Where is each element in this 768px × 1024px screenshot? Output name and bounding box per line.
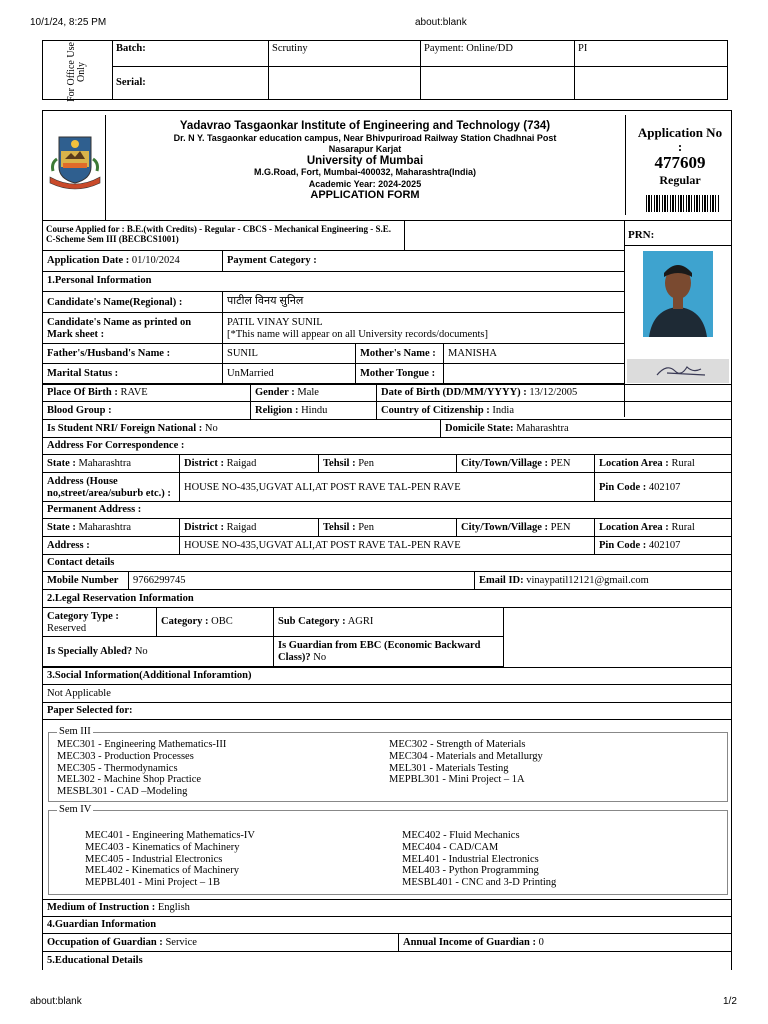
- paper-item: MEL402 - Kinematics of Machinery: [85, 865, 239, 877]
- guardian-income: 0: [538, 937, 544, 948]
- pi-label: PI: [574, 40, 728, 67]
- father-name: SUNIL: [223, 344, 356, 363]
- sem3-label: Sem III: [59, 726, 91, 737]
- application-date: 01/10/2024: [131, 255, 180, 266]
- application-no: 477609: [654, 153, 706, 172]
- prn-label: PRN:: [628, 229, 655, 241]
- batch-label: Batch:: [112, 40, 269, 67]
- paper-item: MEC403 - Kinematics of Machinery: [85, 841, 240, 853]
- mother-name-label: Mother's Name :: [356, 344, 444, 363]
- contact-title: Contact details: [42, 555, 732, 572]
- paper-item: MEC401 - Engineering Mathematics-IV: [85, 830, 255, 841]
- name-marksheet: PATIL VINAY SUNIL: [227, 317, 323, 328]
- birthplace-label: Place Of Birth :: [47, 387, 118, 398]
- birthplace: RAVE: [120, 387, 148, 398]
- permanent-title: Permanent Address :: [42, 502, 732, 519]
- paper-item: MESBL401 - CNC and 3-D Printing: [402, 877, 557, 889]
- name-regional-label: Candidate's Name(Regional) :: [43, 292, 223, 312]
- category-type: Reserved: [47, 623, 87, 635]
- barcode: [646, 195, 720, 212]
- sem3-right-list: [389, 739, 543, 786]
- paper-item: MEC302 - Strength of Materials: [389, 739, 526, 750]
- email-address: vinaypatil12121@gmail.com: [526, 575, 649, 586]
- corr-pin: 402107: [648, 482, 681, 493]
- medium-value: English: [157, 902, 190, 913]
- mobile-label: Mobile Number: [43, 572, 129, 589]
- paper-item: MEC402 - Fluid Mechanics: [402, 830, 520, 841]
- candidate-photo: [643, 251, 713, 337]
- mother-name: MANISHA: [448, 348, 498, 359]
- education-title: 5.Educational Details: [42, 952, 732, 970]
- perm-state: Maharashtra: [78, 522, 131, 533]
- perm-pin: 402107: [648, 540, 681, 551]
- mother-tongue-label: Mother Tongue :: [356, 364, 444, 383]
- paper-item: MEL301 - Materials Testing: [389, 762, 509, 774]
- payment-mode-label: Payment: Online/DD: [420, 40, 575, 67]
- perm-tehsil: Pen: [358, 522, 374, 533]
- papers-title: Paper Selected for:: [42, 703, 732, 720]
- marital-status: UnMarried: [223, 364, 356, 383]
- personal-info-title: 1.Personal Information: [42, 272, 625, 292]
- corr-address: HOUSE NO-435,UGVAT ALI,AT POST RAVE TAL-PEN RAVE: [180, 473, 595, 501]
- perm-district: Raigad: [226, 522, 257, 533]
- paper-item: MEL403 - Python Programming: [402, 865, 539, 877]
- specially-abled: No: [134, 646, 148, 657]
- dob-label: Date of Birth (DD/MM/YYYY) :: [381, 387, 527, 398]
- name-marksheet-label: Candidate's Name as printed on Mark sheet :: [43, 313, 223, 343]
- corr-location-area: Rural: [671, 458, 695, 469]
- paper-item: MEC303 - Production Processes: [57, 750, 194, 762]
- nri-label: Is Student NRI/ Foreign National :: [47, 423, 203, 434]
- paper-item: MEC405 - Industrial Electronics: [85, 853, 223, 865]
- medium-label: Medium of Instruction :: [47, 902, 156, 913]
- sem4-right-list: [402, 830, 556, 889]
- paper-item: MEL401 - Industrial Electronics: [402, 853, 539, 865]
- course-value: B.E.(with Credits) - Regular - CBCS - Mechanical Engineering - S.E. C-Scheme Sem III (BECBCS1001): [46, 224, 392, 244]
- paper-item: MEPBL401 - Mini Project – 1B: [85, 877, 221, 889]
- candidate-signature: [627, 359, 729, 383]
- ebc-status: No: [313, 652, 327, 664]
- application-type: Regular: [659, 173, 701, 187]
- father-name-label: Father's/Husband's Name :: [43, 344, 223, 363]
- sem3-papers-group: [48, 726, 728, 802]
- gender: Male: [297, 387, 319, 398]
- domicile-label: Domicile State:: [445, 423, 514, 434]
- sem4-papers-group: [48, 804, 728, 895]
- social-value: Not Applicable: [42, 685, 732, 703]
- perm-address-label: Address :: [43, 537, 180, 554]
- academic-year: Academic Year: 2024-2025: [308, 178, 422, 189]
- paper-item: MEC305 - Thermodynamics: [57, 762, 178, 774]
- mobile-number: 9766299745: [129, 572, 475, 589]
- paper-item: MEC304 - Materials and Metallurgy: [389, 750, 543, 762]
- print-footer-url: about:blank: [30, 996, 82, 1007]
- paper-item: MESBL301 - CAD –Modeling: [57, 786, 188, 798]
- nri: No: [204, 423, 218, 434]
- serial-label: Serial:: [112, 66, 269, 100]
- print-datetime: 10/1/24, 8:25 PM: [30, 17, 107, 28]
- university-address: M.G.Road, Fort, Mumbai-400032, Maharashtra(India): [253, 167, 477, 177]
- name-regional: पाटील विनय सुनिल: [227, 295, 304, 307]
- domicile: Maharashtra: [516, 423, 569, 434]
- paper-item: MEL302 - Machine Shop Practice: [57, 774, 202, 786]
- corr-district: Raigad: [226, 458, 257, 469]
- print-page-number: 1/2: [723, 996, 737, 1007]
- dob: 13/12/2005: [529, 387, 578, 398]
- guardian-occupation: Service: [165, 937, 197, 948]
- paper-item: MEPBL301 - Mini Project – 1A: [389, 774, 525, 786]
- social-title: 3.Social Information(Additional Inforamtion): [42, 667, 732, 685]
- university-name: University of Mumbai: [306, 154, 424, 167]
- perm-location-area: Rural: [671, 522, 695, 533]
- corr-city: PEN: [550, 458, 571, 469]
- citizenship-label: Country of Citizenship :: [381, 405, 490, 416]
- corr-tehsil: Pen: [358, 458, 374, 469]
- sem4-left-list: [85, 830, 255, 889]
- citizenship: India: [492, 405, 514, 416]
- perm-address: HOUSE NO-435,UGVAT ALI,AT POST RAVE TAL-PEN RAVE: [180, 537, 595, 554]
- perm-city: PEN: [550, 522, 571, 533]
- blood-group-label: Blood Group :: [47, 405, 112, 416]
- legal-title: 2.Legal Reservation Information: [42, 590, 732, 608]
- sem4-label: Sem IV: [59, 804, 92, 815]
- gender-label: Gender :: [255, 387, 295, 398]
- correspondence-title: Address For Correspondence :: [42, 438, 732, 455]
- paper-item: MEC301 - Engineering Mathematics-III: [57, 739, 227, 750]
- religion-label: Religion :: [255, 405, 299, 416]
- religion: Hindu: [301, 405, 328, 416]
- sem3-left-list: [57, 739, 226, 798]
- sub-category: AGRI: [347, 616, 374, 627]
- institute-address: Dr. N Y. Tasgaonkar education campus, Near Bhivpuriroad Railway Station Chadhnai Post: [173, 132, 557, 143]
- form-title: APPLICATION FORM: [310, 189, 420, 201]
- application-date-label: Application Date :: [47, 255, 130, 266]
- scrutiny-label: Scrutiny: [268, 40, 421, 67]
- marital-status-label: Marital Status :: [43, 364, 223, 383]
- payment-category-label: Payment Category :: [227, 255, 317, 266]
- corr-address-label: Address (House no,street/area/suburb etc.) :: [43, 473, 180, 501]
- institute-name: Yadavrao Tasgaonkar Institute of Engineering and Technology (734): [179, 120, 551, 132]
- print-page-title: about:blank: [415, 17, 467, 28]
- category: OBC: [211, 616, 233, 627]
- paper-item: MEC404 - CAD/CAM: [402, 841, 499, 853]
- name-note: [*This name will appear on all University records/documents]: [227, 329, 488, 341]
- guardian-title: 4.Guardian Information: [42, 917, 732, 934]
- course-label: Course Applied for :: [46, 224, 125, 234]
- university-logo: [47, 133, 103, 191]
- application-no-label: Application No: [637, 125, 723, 140]
- office-use-label: For Office Use Only: [66, 42, 87, 102]
- institute-city: Nasarapur Karjat: [328, 144, 402, 154]
- corr-state: Maharashtra: [78, 458, 131, 469]
